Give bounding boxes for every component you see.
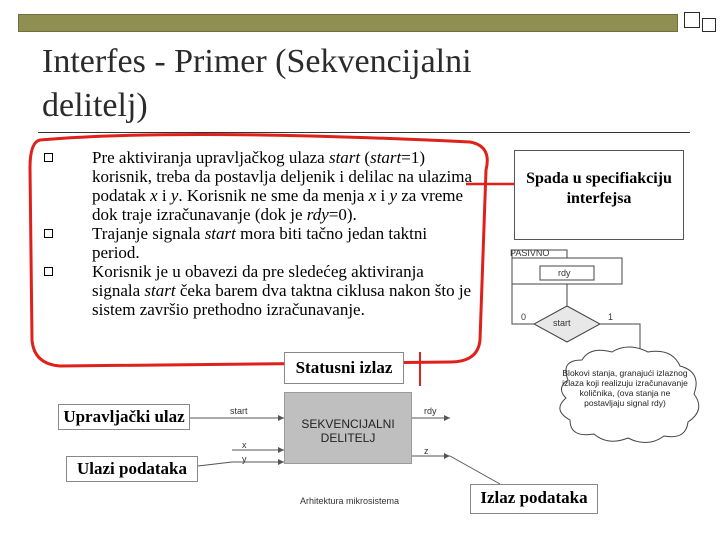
callout-data-inputs: Ulazi podataka xyxy=(66,456,198,482)
block-label-line2: DELITELJ xyxy=(320,431,376,445)
text: . Korisnik ne sme da menja xyxy=(178,186,369,205)
text: Pre aktiviranja upravljačkog ulaza xyxy=(92,148,329,167)
connector-izlaz xyxy=(450,456,500,484)
fsm-output-label: rdy xyxy=(558,268,571,278)
text: Korisnik je u obavezi da pre sledećeg aktiviranja signala xyxy=(92,262,424,300)
italic-term: x xyxy=(150,186,158,205)
footer-text: Arhitektura mikrosistema xyxy=(300,496,400,506)
italic-term: start xyxy=(328,148,361,167)
fsm-condition-label: start xyxy=(553,318,571,328)
text: =1) korisnik, treba da postavlja deljenik i delilac na ulazima podatak xyxy=(92,148,473,205)
italic-term: x xyxy=(368,186,377,205)
signal-y: y xyxy=(242,454,247,464)
text: Trajanje signala xyxy=(92,224,205,243)
italic-term: y xyxy=(389,186,397,205)
text: i xyxy=(157,186,171,205)
text: mora biti tačno jedan taktni period. xyxy=(92,224,428,262)
fsm-state-label: PASIVNO xyxy=(510,248,550,258)
signal-z: z xyxy=(424,446,429,456)
text: čeka barem dva taktna ciklusa nakon što je sistem završio prethodno izračunavanje. xyxy=(92,281,472,319)
fsm-cloud-note: Blokovi stanja, granajući izlaznog izlaza koji realizuju izračunavanje količnika, (ova stanja ne postavljaju signal rdy) xyxy=(562,368,688,408)
divider-block xyxy=(284,392,412,464)
italic-term: start xyxy=(370,148,402,167)
signal-x: x xyxy=(242,440,247,450)
text: i xyxy=(376,186,390,205)
callout-data-output: Izlaz podataka xyxy=(470,484,598,514)
signal-start: start xyxy=(230,406,248,416)
red-annotation-outline xyxy=(30,134,487,366)
callout-control-input: Upravljački ulaz xyxy=(58,404,190,430)
text: =0). xyxy=(328,205,357,224)
connector-ulazi xyxy=(198,462,232,466)
arrow-z-head xyxy=(444,453,450,459)
text: za vreme dok traje izračunavanje (dok je xyxy=(92,186,464,224)
slide-title-line2: delitelj) xyxy=(42,87,148,124)
fsm-branch-0-label: 0 xyxy=(521,312,527,322)
arrow-rdy-head xyxy=(444,415,450,421)
slide-title-line1: Interfes - Primer (Sekvencijalni xyxy=(42,43,472,80)
callout-status-output: Statusni izlaz xyxy=(284,352,404,384)
block-label-line1: SEKVENCIJALNI xyxy=(301,417,395,431)
signal-rdy: rdy xyxy=(424,406,437,416)
fsm-branch-1-label: 1 xyxy=(608,312,614,322)
italic-term: rdy xyxy=(306,205,329,224)
text: ( xyxy=(360,148,371,167)
callout-interface-spec: Spada u specifiakciju interfejsa xyxy=(514,150,684,240)
italic-term: y xyxy=(170,186,179,205)
italic-term: start xyxy=(204,224,236,243)
italic-term: start xyxy=(144,281,176,300)
